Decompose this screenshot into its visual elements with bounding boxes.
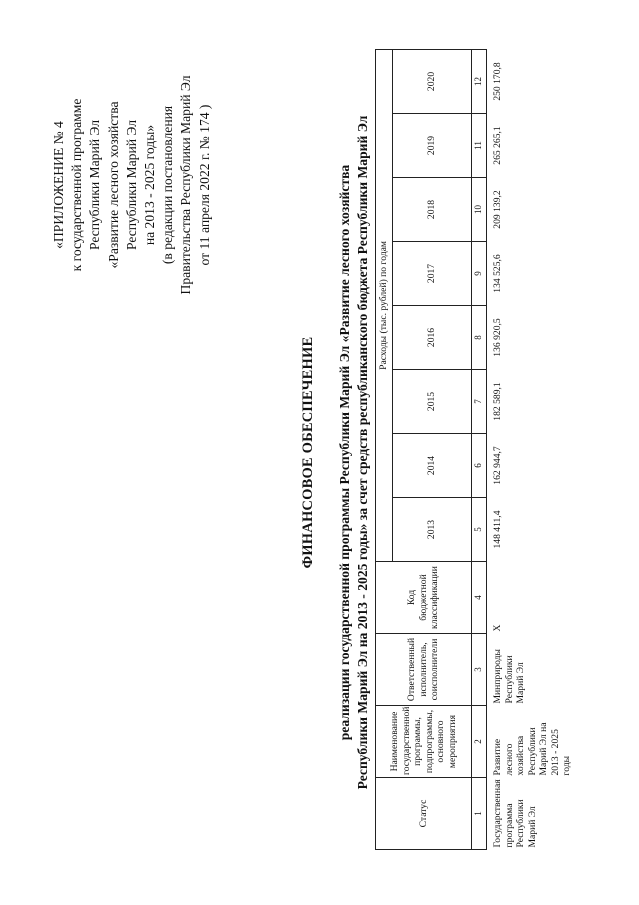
- annex-line: к государственной программе: [69, 98, 85, 272]
- column-number: 1: [472, 778, 487, 850]
- annex-line: от 11 апреля 2022 г. № 174 ): [196, 104, 212, 266]
- table-row: [487, 49, 574, 849]
- annex-line: на 2013 - 2025 годы»: [142, 124, 158, 246]
- header-status: Статус: [376, 778, 472, 850]
- finance-table: [375, 49, 574, 850]
- header-name: Наименование государственной программы, подпрограммы, основного мероприятия: [376, 706, 472, 778]
- row-code: X: [492, 624, 503, 632]
- annex-header: [50, 65, 214, 305]
- column-number: 10: [472, 178, 487, 242]
- column-number: 4: [472, 562, 487, 634]
- column-number: 9: [472, 242, 487, 306]
- row-value: 182 589,1: [492, 382, 503, 421]
- annex-line: Республики Марий Эл: [87, 119, 103, 251]
- document-subtitle: реализации государственной программы Республики Марий Эл «Развитие лесного хозяйства: [337, 164, 352, 741]
- column-number: 2: [472, 706, 487, 778]
- row-value: 209 139,2: [492, 190, 503, 229]
- document-subtitle: Республики Марий Эл на 2013 - 2025 годы» за счет средств республиканского бюджета Республики Марий Эл: [355, 115, 370, 790]
- column-number: 7: [472, 370, 487, 434]
- column-number: 5: [472, 498, 487, 562]
- header-year: 2018: [393, 178, 472, 242]
- row-value: 162 944,7: [492, 446, 503, 485]
- row-value: 134 525,6: [492, 254, 503, 293]
- annex-line: «ПРИЛОЖЕНИЕ № 4: [51, 121, 66, 249]
- column-number: 3: [472, 634, 487, 706]
- header-year: 2016: [393, 306, 472, 370]
- header-year: 2014: [393, 434, 472, 498]
- annex-line: «Развитие лесного хозяйства: [105, 101, 121, 269]
- header-year: 2020: [393, 49, 472, 113]
- header-year: 2015: [393, 370, 472, 434]
- column-number: 6: [472, 434, 487, 498]
- row-value: 250 170,8: [492, 62, 503, 101]
- header-year: 2019: [393, 114, 472, 178]
- header-expenses: Расходы (тыс. рублей) по годам: [376, 49, 393, 561]
- row-name: Развитие лесного хозяйства Республики Марий Эл на 2013 - 2025 годы: [492, 722, 572, 776]
- annex-line: (в редакции постановления: [160, 105, 176, 265]
- header-executor: Ответственный исполнитель, соисполнители: [376, 634, 472, 706]
- row-value: 265 265,1: [492, 126, 503, 165]
- annex-line: Республики Марий Эл: [123, 119, 139, 251]
- column-number: 12: [472, 49, 487, 113]
- header-year: 2013: [393, 498, 472, 562]
- annex-line: Правительства Республики Марий Эл: [178, 75, 194, 295]
- header-year: 2017: [393, 242, 472, 306]
- column-number: 8: [472, 306, 487, 370]
- row-value: 148 411,4: [492, 510, 503, 549]
- header-code: Код бюджетной классификации: [376, 562, 472, 634]
- column-number: 11: [472, 114, 487, 178]
- row-executor: Минприроды Республики Марий Эл: [492, 648, 526, 704]
- row-status: Государственная программа Республики Марий Эл: [492, 779, 538, 848]
- row-value: 136 920,5: [492, 318, 503, 357]
- document-title: ФИНАНСОВОЕ ОБЕСПЕЧЕНИЕ: [300, 336, 316, 569]
